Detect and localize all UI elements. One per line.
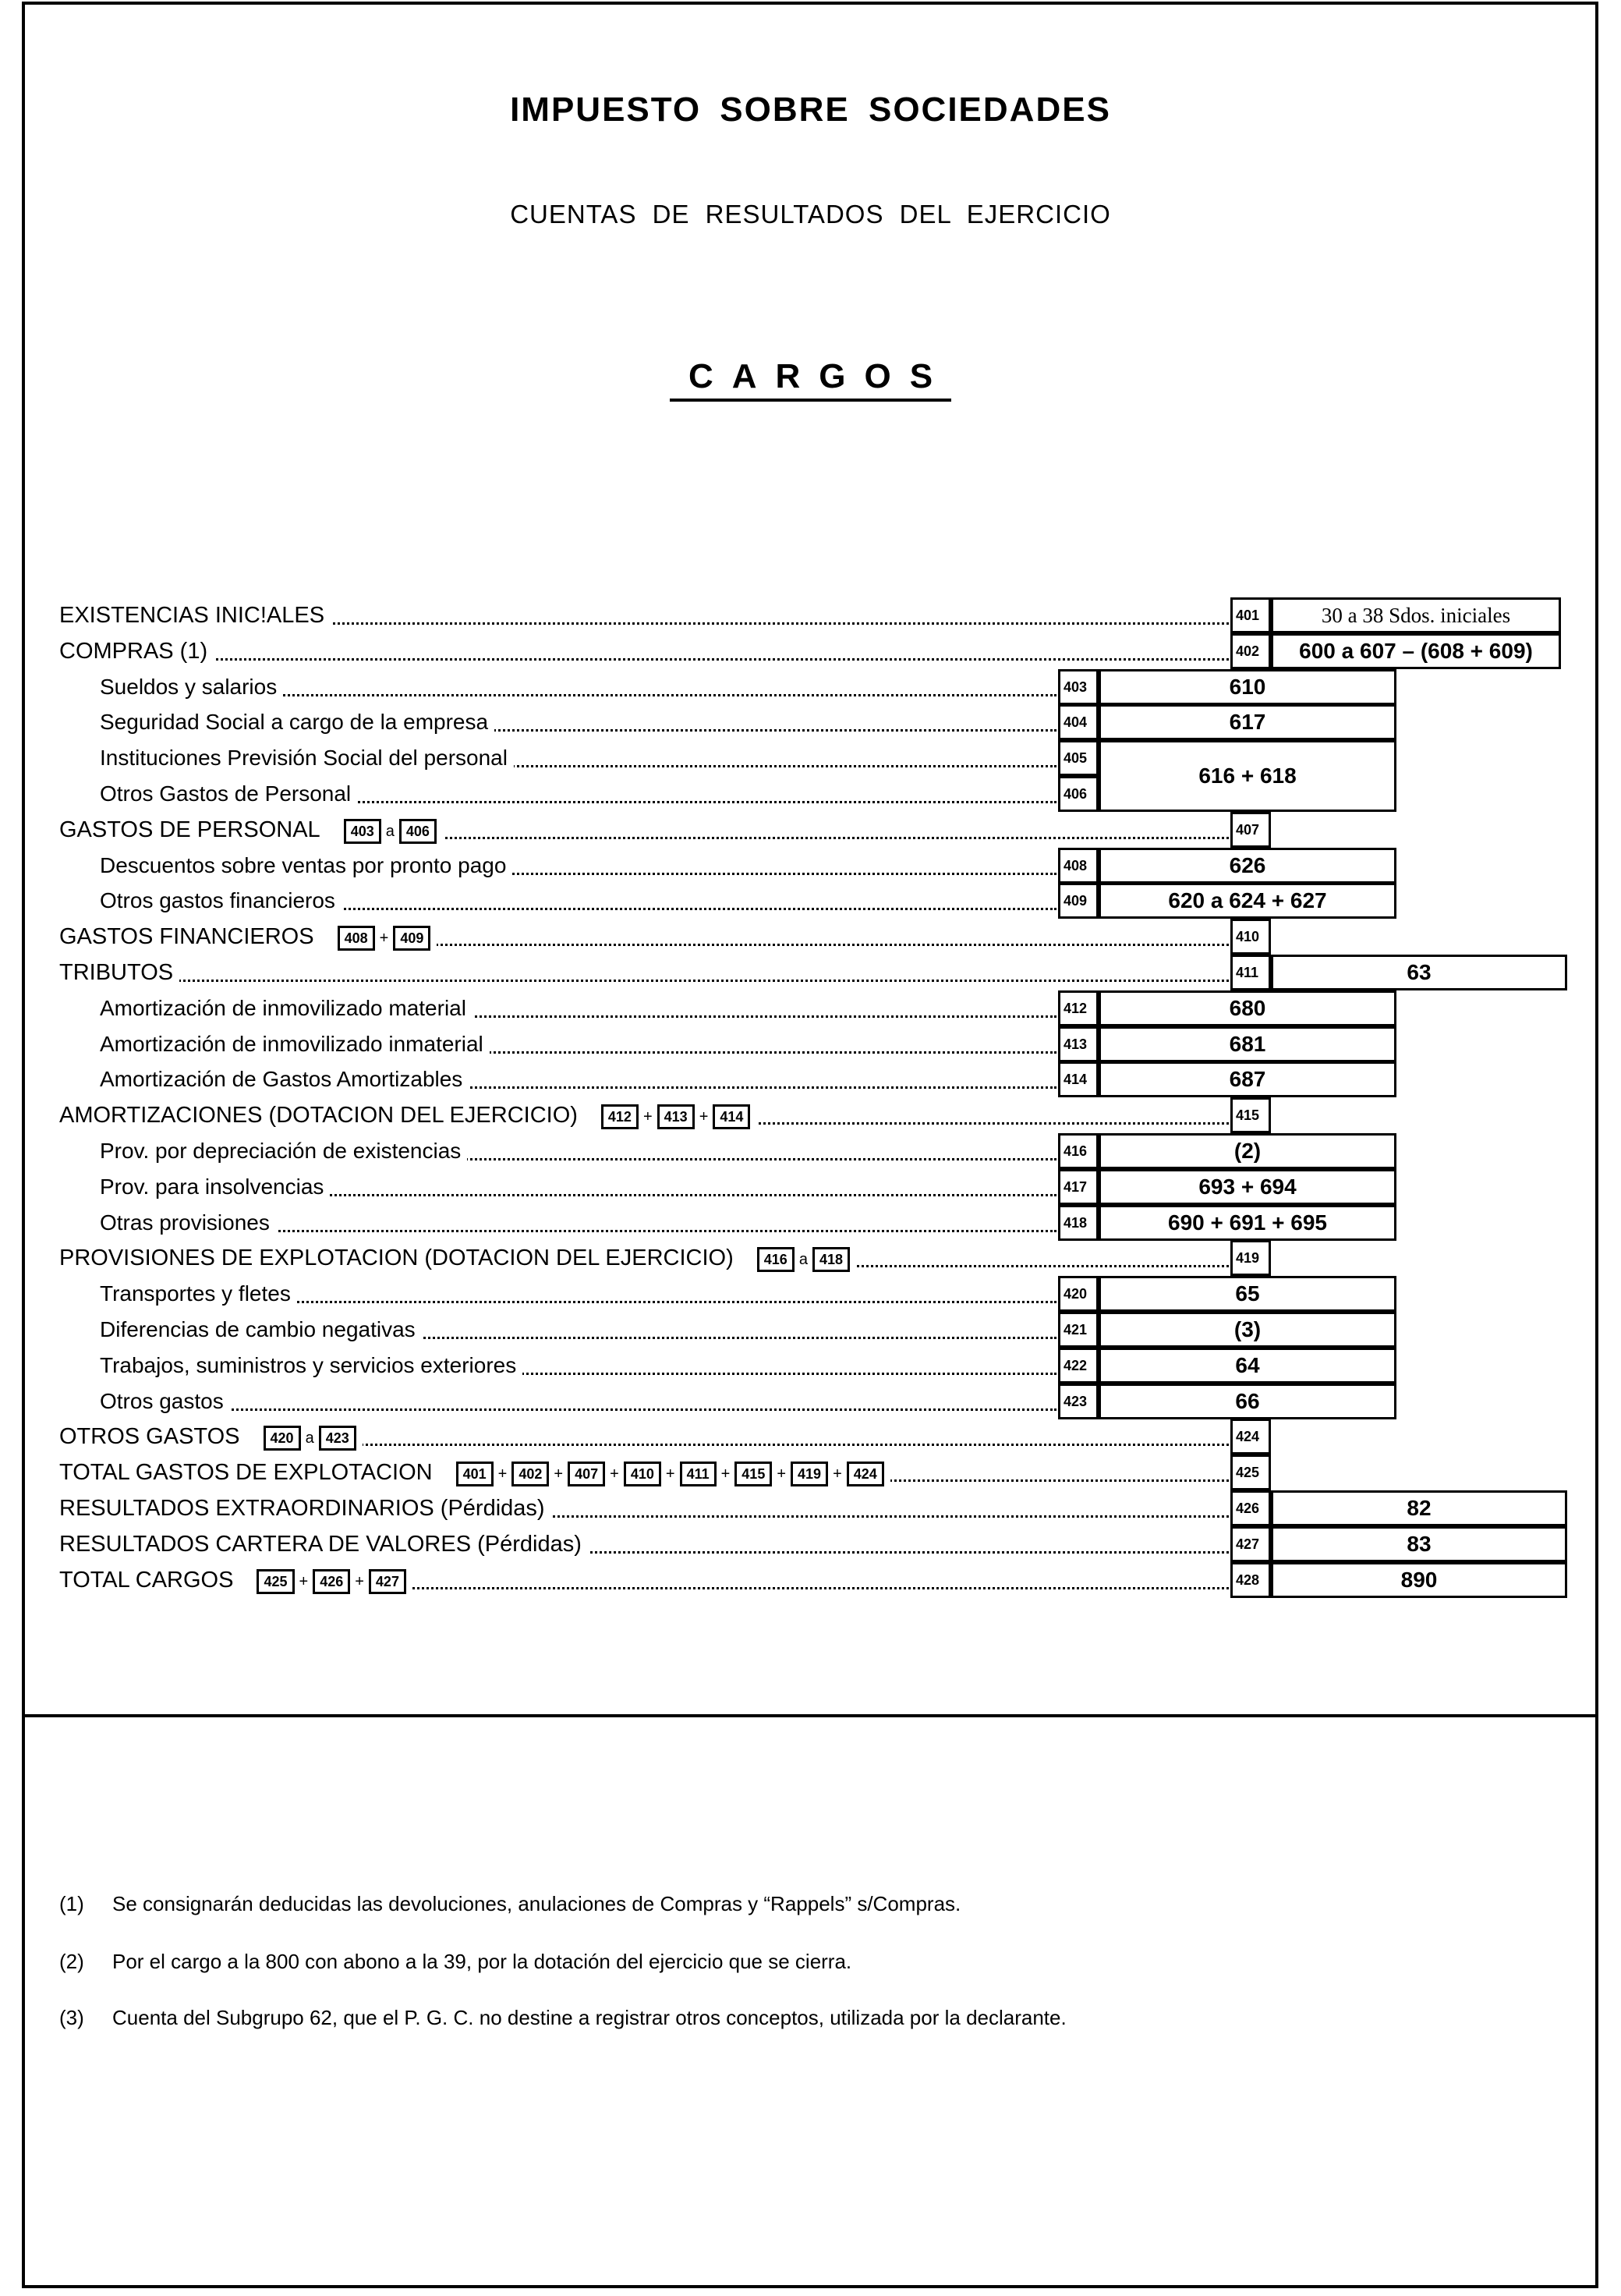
ref-code-box: 425: [257, 1569, 294, 1594]
ref-code-box: 408: [338, 926, 375, 951]
line-code: 402: [1230, 633, 1271, 669]
table-row: [0, 812, 1621, 848]
account-field[interactable]: 620 a 624 + 627: [1099, 883, 1396, 919]
ref-operator: +: [379, 930, 389, 948]
account-field[interactable]: 65: [1099, 1276, 1396, 1312]
row-label: [100, 704, 494, 740]
line-code: 420: [1058, 1276, 1099, 1312]
row-label-text: Amortización de inmovilizado material: [100, 995, 466, 1020]
row-label-text: Prov. para insolvencias: [100, 1174, 324, 1199]
row-label: [100, 848, 512, 884]
row-label-text: TOTAL CARGOS: [59, 1567, 234, 1593]
table-row: [0, 1276, 1621, 1312]
table-row: [0, 633, 1621, 669]
ref-code-box: 413: [657, 1104, 695, 1129]
line-code: 404: [1058, 704, 1099, 740]
table-row: [0, 1454, 1621, 1490]
table-row: [0, 1562, 1621, 1598]
row-label-text: Prov. por depreciación de existencias: [100, 1139, 462, 1163]
ref-code-box: 426: [313, 1569, 350, 1594]
line-code: 405: [1058, 740, 1099, 776]
line-code: 401: [1230, 597, 1271, 633]
footnote: [59, 2006, 1067, 2030]
row-label-text: GASTOS FINANCIEROS: [59, 924, 314, 950]
row-label-text: TRIBUTOS: [59, 960, 174, 985]
row-label-text: Seguridad Social a cargo de la empresa: [100, 710, 489, 735]
ref-operator: a: [305, 1430, 314, 1447]
account-field[interactable]: 616 + 618: [1099, 740, 1396, 812]
line-code: 407: [1230, 812, 1271, 848]
row-label-text: Amortización de inmovilizado inmaterial: [100, 1031, 483, 1056]
ref-code-box: 409: [393, 926, 430, 951]
row-label-text: EXISTENCIAS INIC!ALES: [59, 603, 325, 628]
account-field[interactable]: 626: [1099, 848, 1396, 884]
line-code: 416: [1058, 1133, 1099, 1169]
row-label: [59, 1419, 363, 1454]
account-field[interactable]: 681: [1099, 1026, 1396, 1062]
line-code: 408: [1058, 848, 1099, 884]
ref-code-box: 418: [812, 1247, 850, 1272]
table-row: [0, 1240, 1621, 1276]
section-divider: [22, 1714, 1598, 1717]
line-code: 423: [1058, 1384, 1099, 1419]
section-heading-text: CARGOS: [670, 357, 951, 402]
account-field[interactable]: 83: [1271, 1526, 1567, 1562]
row-label-text: Transportes y fletes: [100, 1281, 291, 1306]
line-code: 419: [1230, 1240, 1271, 1276]
line-code: 414: [1058, 1061, 1099, 1097]
ref-code-box: 420: [264, 1426, 301, 1451]
ref-code-box: 401: [456, 1462, 494, 1486]
row-label: [100, 1276, 297, 1312]
row-label: [59, 1562, 412, 1598]
table-row: [0, 669, 1621, 705]
row-label: [100, 740, 514, 776]
ref-operator: +: [720, 1465, 731, 1483]
row-label-text: Otros gastos: [100, 1388, 224, 1413]
formula-refs: [338, 919, 431, 956]
row-label: [100, 1026, 490, 1062]
formula-refs: [456, 1455, 884, 1492]
footnote-number: (3): [59, 2006, 84, 2029]
account-field[interactable]: 687: [1099, 1061, 1396, 1097]
row-label-text: Descuentos sobre ventas por pronto pago: [100, 852, 507, 877]
ref-code-box: 403: [344, 819, 381, 844]
account-field[interactable]: 617: [1099, 704, 1396, 740]
row-label-text: RESULTADOS EXTRAORDINARIOS (Pérdidas): [59, 1496, 545, 1521]
row-label: [59, 1490, 551, 1526]
ref-code-box: 414: [713, 1104, 750, 1129]
table-row: [0, 740, 1621, 788]
ref-code-box: 410: [624, 1462, 661, 1486]
account-field[interactable]: 890: [1271, 1562, 1567, 1598]
ref-code-box: 412: [601, 1104, 639, 1129]
ref-operator: +: [833, 1465, 842, 1483]
ref-operator: a: [385, 822, 395, 840]
line-code: 410: [1230, 919, 1271, 955]
row-label: [59, 919, 437, 955]
footnote-text: Cuenta del Subgrupo 62, que el P. G. C. no destine a registrar otros conceptos, utilizada por la declarante.: [112, 2006, 1067, 2029]
row-label-text: GASTOS DE PERSONAL: [59, 817, 320, 842]
table-row: [0, 1205, 1621, 1241]
row-label-text: Instituciones Previsión Social del personal: [100, 746, 508, 771]
ref-code-box: 424: [847, 1462, 884, 1486]
row-label: [100, 883, 342, 919]
account-field[interactable]: 66: [1099, 1384, 1396, 1419]
footnote: [59, 1892, 961, 1916]
line-code: 413: [1058, 1026, 1099, 1062]
row-label: [59, 1526, 588, 1562]
ref-code-box: 411: [680, 1462, 717, 1486]
row-label: [59, 1240, 856, 1276]
footnote-text: Por el cargo a la 800 con abono a la 39, por la dotación del ejercicio que se cierra.: [112, 1950, 852, 1973]
account-field[interactable]: 82: [1271, 1490, 1567, 1526]
formula-refs: [344, 812, 437, 849]
ref-code-box: 415: [734, 1462, 772, 1486]
line-code: 415: [1230, 1097, 1271, 1133]
table-row: [0, 597, 1621, 633]
table-row: [0, 704, 1621, 740]
table-row: [0, 1061, 1621, 1097]
table-row: [0, 1097, 1621, 1133]
row-label-text: TOTAL GASTOS DE EXPLOTACION: [59, 1460, 433, 1486]
dot-leader: [75, 980, 1229, 982]
formula-refs: [601, 1098, 751, 1135]
line-code: 427: [1230, 1526, 1271, 1562]
dot-leader: [75, 658, 1229, 661]
row-label-text: Amortización de Gastos Amortizables: [100, 1067, 463, 1092]
table-row: [0, 1312, 1621, 1348]
formula-refs: [257, 1562, 406, 1599]
line-code: 403: [1058, 669, 1099, 705]
ref-code-box: 406: [399, 819, 437, 844]
account-field[interactable]: 600 a 607 – (608 + 609): [1271, 633, 1561, 669]
ref-operator: +: [610, 1465, 619, 1483]
formula-refs: [757, 1241, 850, 1277]
ref-code-box: 416: [757, 1247, 795, 1272]
line-code: 406: [1058, 776, 1099, 812]
row-label-text: OTROS GASTOS: [59, 1424, 240, 1450]
table-row: [0, 1419, 1621, 1454]
table-row: [0, 1348, 1621, 1384]
row-label: [100, 776, 357, 812]
row-label: [100, 1348, 522, 1384]
table-row: [0, 1133, 1621, 1169]
line-code: 411: [1230, 955, 1271, 990]
dot-leader: [115, 1408, 1056, 1411]
account-field[interactable]: 693 + 694: [1099, 1169, 1396, 1205]
row-label-text: Trabajos, suministros y servicios exteriores: [100, 1352, 517, 1377]
row-label: [100, 990, 472, 1026]
row-label-text: Diferencias de cambio negativas: [100, 1317, 416, 1341]
row-label: [100, 1384, 230, 1419]
ref-code-box: 407: [568, 1462, 605, 1486]
line-code: 425: [1230, 1454, 1271, 1490]
account-field[interactable]: 610: [1099, 669, 1396, 705]
line-code: 422: [1058, 1348, 1099, 1384]
row-label-text: COMPRAS (1): [59, 638, 208, 664]
line-code: 421: [1058, 1312, 1099, 1348]
row-label: [100, 1061, 469, 1097]
table-row: [0, 1490, 1621, 1526]
row-label: [59, 1454, 890, 1490]
table-row: [0, 1384, 1621, 1419]
account-field[interactable]: 690 + 691 + 695: [1099, 1205, 1396, 1241]
row-label: [59, 597, 331, 633]
footnote-number: (1): [59, 1892, 84, 1915]
ref-operator: +: [355, 1572, 364, 1590]
row-label-text: Otras provisiones: [100, 1210, 270, 1235]
table-row: [0, 883, 1621, 919]
table-row: [0, 1026, 1621, 1062]
row-label-text: Otros gastos financieros: [100, 888, 335, 913]
footnote-text: Se consignarán deducidas las devoluciones, anulaciones de Compras y “Rappels” s/Compras.: [112, 1892, 961, 1915]
form-subtitle: CUENTAS DE RESULTADOS DEL EJERCICIO: [510, 200, 1111, 229]
line-code: 426: [1230, 1490, 1271, 1526]
ref-code-box: 423: [319, 1426, 356, 1451]
row-label: [59, 955, 179, 990]
line-code: 424: [1230, 1419, 1271, 1454]
row-label: [100, 1169, 330, 1205]
ref-code-box: 419: [791, 1462, 828, 1486]
row-label: [59, 812, 443, 848]
row-label: [100, 1312, 422, 1348]
ref-operator: +: [642, 1108, 653, 1126]
account-field[interactable]: 64: [1099, 1348, 1396, 1384]
line-code: 412: [1058, 990, 1099, 1026]
ref-operator: +: [665, 1465, 675, 1483]
table-row: [0, 919, 1621, 955]
footnote-number: (2): [59, 1950, 84, 1973]
ref-operator: +: [299, 1572, 309, 1590]
table-row: [0, 1526, 1621, 1562]
form-title: IMPUESTO SOBRE SOCIEDADES: [510, 90, 1111, 129]
ref-code-box: 402: [511, 1462, 549, 1486]
account-field[interactable]: (2): [1099, 1133, 1396, 1169]
table-row: [0, 1169, 1621, 1205]
table-row: [0, 990, 1621, 1026]
row-label-text: RESULTADOS CARTERA DE VALORES (Pérdidas): [59, 1531, 582, 1557]
ref-operator: +: [554, 1465, 564, 1483]
line-code: 417: [1058, 1169, 1099, 1205]
row-label: [100, 1133, 467, 1169]
formula-refs: [264, 1419, 356, 1456]
account-field[interactable]: 63: [1271, 955, 1567, 990]
ref-operator: +: [699, 1108, 709, 1126]
table-row: [0, 955, 1621, 990]
row-label: [100, 669, 283, 705]
row-label-text: AMORTIZACIONES (DOTACION DEL EJERCICIO): [59, 1103, 578, 1129]
account-field[interactable]: 680: [1099, 990, 1396, 1026]
table-row: [0, 848, 1621, 884]
ref-code-box: 427: [369, 1569, 406, 1594]
line-code: 409: [1058, 883, 1099, 919]
account-field[interactable]: 30 a 38 Sdos. iniciales: [1271, 597, 1561, 633]
section-heading: [0, 357, 1621, 396]
ref-operator: +: [777, 1465, 787, 1483]
line-code: 428: [1230, 1562, 1271, 1598]
row-label-text: PROVISIONES DE EXPLOTACION (DOTACION DEL EJERCICIO): [59, 1245, 734, 1271]
ref-operator: +: [497, 1465, 508, 1483]
row-label-text: Sueldos y salarios: [100, 674, 278, 699]
account-field[interactable]: (3): [1099, 1312, 1396, 1348]
footnote: [59, 1950, 851, 1974]
row-label: [59, 633, 214, 669]
line-code: 418: [1058, 1205, 1099, 1241]
ref-operator: a: [798, 1251, 808, 1269]
row-label: [100, 1205, 276, 1241]
row-label: [59, 1097, 756, 1133]
row-label-text: Otros Gastos de Personal: [100, 781, 352, 806]
